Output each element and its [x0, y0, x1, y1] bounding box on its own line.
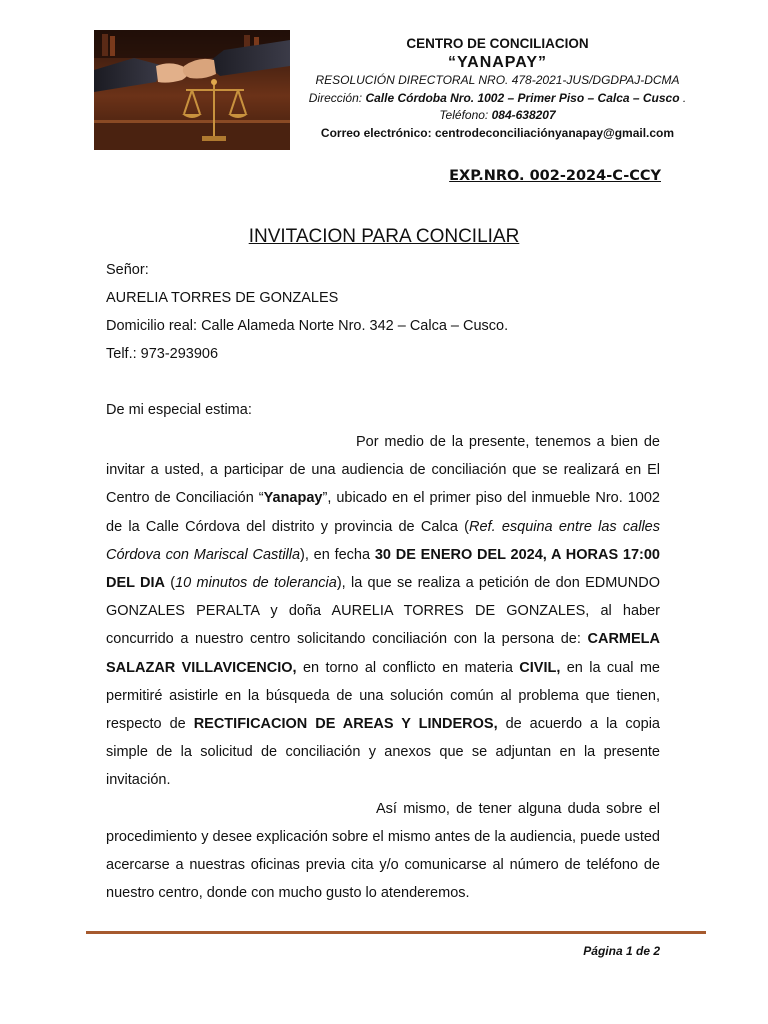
resolution-line: RESOLUCIÓN DIRECTORAL NRO. 478-2021-JUS/DGDPAJ-DCMA: [315, 73, 680, 87]
letter-body: [106, 428, 660, 907]
recipient-domicile: Domicilio real: Calle Alameda Norte Nro. 342 – Calca – Cusco.: [106, 318, 509, 334]
paragraph-contact: Así mismo, de tener alguna duda sobre el procedimiento y desee explicación sobre el mismo antes de la audiencia, puede usted acercarse a nuestras oficinas previa cita y/o comunicarse al número de teléfono de nuestro centro, donde con mucho gusto lo atenderemos.: [106, 800, 660, 902]
paragraph-invitation: [106, 428, 660, 795]
page-number: Página 1 de 2: [583, 944, 660, 958]
paragraph1-text-1: Por medio de la presente, tenemos a bien de invitar a usted, a participar de una audiencia de conciliación que se realizará en El Centro de Conciliación “: [106, 434, 660, 507]
paragraph1-text-6: en torno al conflicto en materia: [296, 659, 520, 676]
tolerance-note: 10 minutos de tolerancia: [175, 575, 337, 592]
paragraph1-text-2: ”, ubicado en el primer piso del inmueble Nro. 1002 de la Calle Córdova del distrito y provincia de Calca (: [106, 490, 660, 535]
center-brand: “YANAPAY”: [447, 53, 548, 71]
handshake-scales-illustration: [94, 30, 290, 150]
expedient-number: EXP.NRO. 002-2024-C-CCY: [449, 168, 661, 184]
paragraph1-text-7: en la cual me permitiré asistirle en la búsqueda de una solución común al problema que tienen, respecto de: [106, 659, 660, 733]
footer-divider: [86, 931, 706, 934]
greeting: De mi especial estima:: [106, 402, 252, 418]
address-value: Calle Córdoba Nro. 1002 – Primer Piso – Calca – Cusco: [365, 90, 680, 105]
center-name-inline: Yanapay: [263, 490, 323, 507]
email-line: Correo electrónico: centrodeconciliaciónyanapay@gmail.com: [320, 125, 675, 140]
header-image: [94, 30, 290, 150]
salutation: Señor:: [106, 262, 149, 278]
address-end: .: [679, 90, 687, 105]
paragraph1-text-5: ), la que se realiza a petición de don EDMUNDO GONZALES PERALTA y doña AURELIA TORRES DE GONZALES, al haber concurrido a nuestro centro solicitando conciliación con la persona de:: [106, 575, 660, 648]
phone-value: 084-638207: [491, 108, 556, 122]
matter-type: CIVIL,: [519, 659, 561, 676]
address-line: [300, 90, 695, 108]
paragraph1-text-8: de acuerdo a la copia simple de la solicitud de conciliación y anexos que se adjuntan en la presente invitación.: [106, 716, 660, 789]
address-label: Dirección:: [308, 90, 366, 105]
header-block: [300, 35, 695, 142]
hearing-date: 30 DE ENERO DEL 2024, A HORAS 17:00 DEL DIA: [106, 546, 660, 592]
center-name: CENTRO DE CONCILIACION: [406, 36, 589, 51]
paragraph1-text-4: (: [165, 575, 176, 592]
recipient-phone: Telf.: 973-293906: [106, 346, 219, 362]
phone-label: Teléfono:: [439, 108, 492, 122]
document-title: INVITACION PARA CONCILIAR: [248, 226, 520, 247]
dispute-subject: RECTIFICACION DE AREAS Y LINDEROS,: [193, 716, 498, 733]
reference-note: Ref. esquina entre las calles Córdova con Mariscal Castilla: [106, 518, 660, 563]
invited-party: CARMELA SALAZAR VILLAVICENCIO,: [106, 631, 660, 676]
phone-line: [300, 107, 695, 125]
recipient-name: AURELIA TORRES DE GONZALES: [106, 290, 339, 306]
paragraph1-text-3: ), en fecha: [300, 546, 375, 563]
